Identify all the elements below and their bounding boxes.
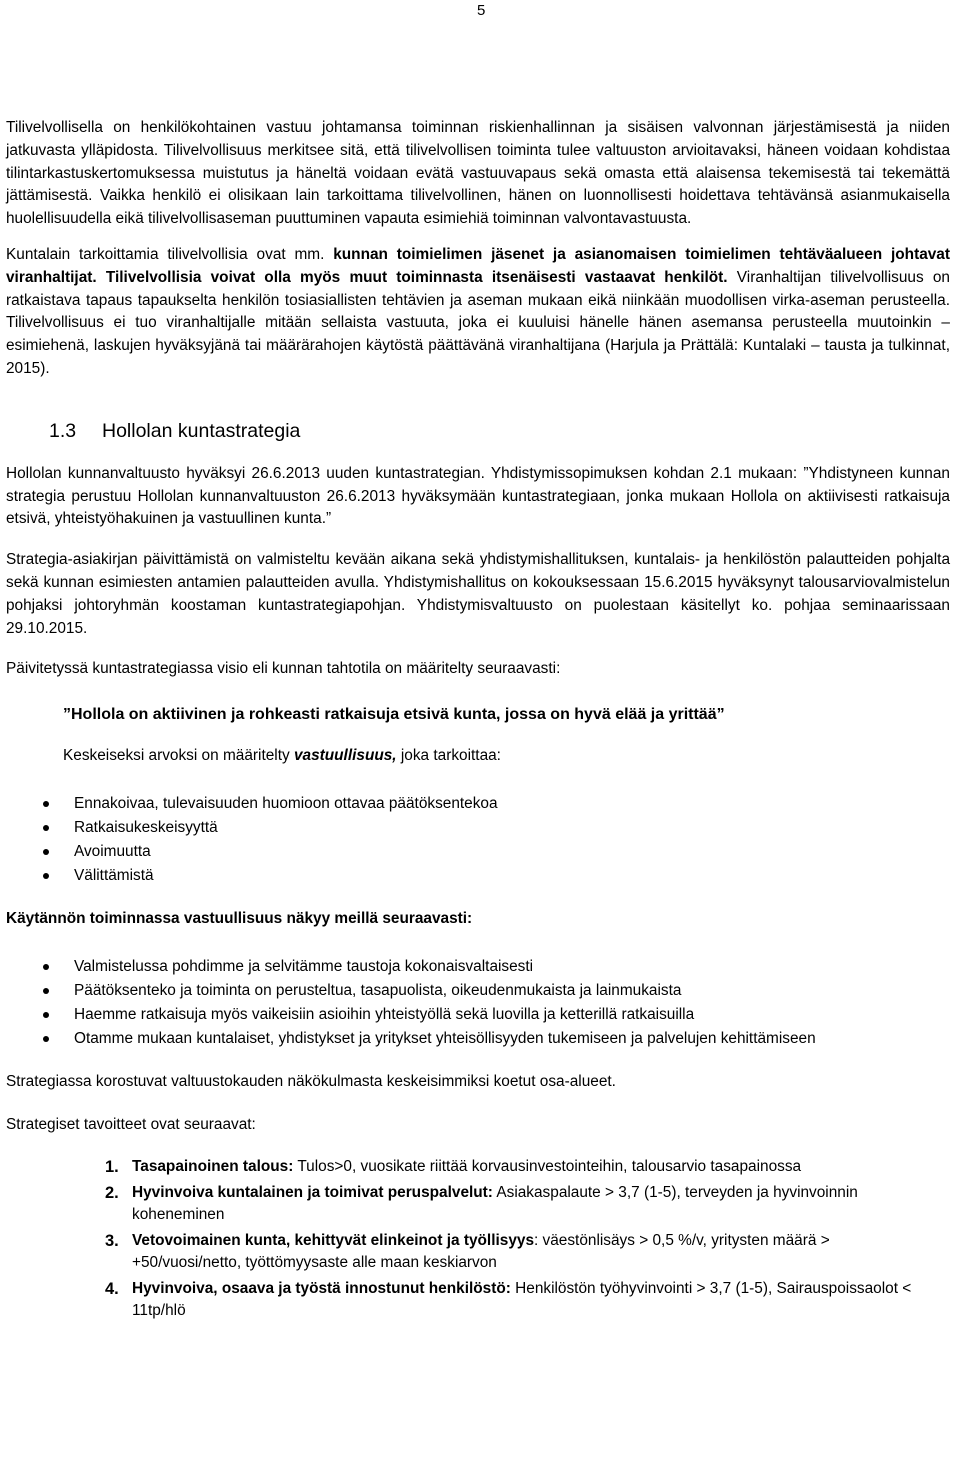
bullet-icon (43, 825, 49, 831)
section-heading (49, 417, 950, 445)
goal-title: Vetovoimainen kunta, kehittyvät elinkeinot ja työllisyys (132, 1232, 534, 1250)
section-number: 1.3 (49, 419, 77, 442)
list-item-text: Ennakoivaa, tulevaisuuden huomioon ottavaa päätöksentekoa (74, 794, 498, 812)
goal-text: Asiakaspalaute > 3,7 (1-5), terveyden ja hyvinvoinnin koheneminen (132, 1184, 858, 1224)
bullet-icon (43, 1012, 49, 1018)
bullet-icon (43, 964, 49, 970)
goal-item (6, 1182, 950, 1226)
list-item-text: Ratkaisukeskeisyyttä (74, 818, 218, 836)
practice-heading-text: Käytännön toiminnassa vastuullisuus näkyy meillä seuraavasti: (6, 909, 473, 927)
list-item (6, 1027, 950, 1051)
goal-number: 1. (105, 1158, 119, 1177)
goal-number: 4. (105, 1280, 119, 1299)
list-item (6, 816, 950, 840)
goal-item (6, 1230, 950, 1274)
list-item-text: Päätöksenteko ja toiminta on perusteltua, tasapuolista, oikeudenmukaista ja lainmukaista (74, 981, 682, 999)
strategy-paragraph-2: Strategia-asiakirjan päivittämistä on valmisteltu kevään aikana sekä yhdistymishallituksen, kuntalais- ja henkilöstön palautteiden pohjalta sekä kunnan esimiesten antamien palautteiden avulla. Yhdistymishallitus on kokouksessaan 15.6.2015 hyväksynyt talousarviovalmistelun pohjaksi johtoryhmän koostaman kuntastrategiapohjan. Yhdistymisvaltuusto on puolestaan käsitellyt ko. pohjaa seminaarissaan 29.10.2015. (6, 551, 950, 637)
goals-list (6, 1156, 950, 1322)
values-post: joka tarkoittaa: (396, 747, 501, 765)
list-item-text: Välittämistä (74, 866, 154, 884)
list-item (6, 979, 950, 1003)
kuntalain-paragraph (6, 244, 950, 381)
goal-item (6, 1156, 950, 1178)
practice-heading (6, 908, 950, 931)
bullet-icon (43, 988, 49, 994)
kuntalain-text-3: Viranhaltijan tilivelvollisuus on ratkaistava tapaus tapaukselta henkilön tosiasiallisten tehtävien ja aseman mukaan eikä niinkään muodollisen virka-aseman perusteella. Tilivelvollisuus ei tuo viranhaltijalle mitään sellaista vastuuta, joka ei kuuluisi hänelle hänen asemansa perusteella muutoinkin – esimiehenä, laskujen hyväksyjänä tai määrärahojen käytöstä päättävänä viranhaltijana (Harjula ja Prättälä: Kuntalaki – tausta ja tulkinnat, 2015). (6, 268, 950, 377)
practice-list (6, 955, 950, 1051)
document-body (6, 117, 950, 1326)
goal-title: Hyvinvoiva kuntalainen ja toimivat peruspalvelut: (132, 1184, 493, 1202)
goal-title: Hyvinvoiva, osaava ja työstä innostunut henkilöstö: (132, 1280, 511, 1298)
goal-number: 2. (105, 1184, 119, 1203)
core-value: vastuullisuus, (293, 747, 397, 765)
section-title: Hollolan kuntastrategia (102, 419, 301, 442)
bullet-icon (43, 873, 49, 879)
list-item (6, 792, 950, 816)
list-item (6, 864, 950, 888)
goal-title: Tasapainoinen talous: (132, 1158, 294, 1176)
goals-intro: Strategiset tavoitteet ovat seuraavat: (6, 1115, 256, 1133)
list-item (6, 1003, 950, 1027)
intro-paragraph: Tilivelvollisella on henkilökohtainen vastuu johtamansa toiminnan riskienhallinnan ja sisäisen valvonnan järjestämisestä ja niiden jatkuvasta ylläpidosta. Tilivelvollisuus merkitsee sitä, että tilivelvollisen toiminta tulee valtuuston arvioitavaksi, häneen voidaan kohdistaa tilintarkastuskertomuksessa muistutus ja häneltä voidaan evätä vastuuvapaus sekä omasta että alaisensa tekemisestä tai tekemättä jättämisestä. Vaikka henkilö ei olisikaan lain tarkoittama tilivelvollinen, hänen on luonnollisesti hoidettava tehtävänsä asianmukaisella huolellisuudella eikä tilivelvollisaseman puuttuminen vapauta esimiehiä toiminnan valvontavastuusta. (6, 119, 950, 228)
list-item-text: Otamme mukaan kuntalaiset, yhdistykset ja yritykset yhteisöllisyyden tukemiseen ja palvelujen kehittämiseen (74, 1029, 816, 1047)
value-list (6, 792, 950, 888)
goal-text: : väestönlisäys > 0,5 %/v, yritysten määrä > +50/vuosi/netto, työttömyysaste alle maan keskiarvon (132, 1232, 830, 1272)
strategy-paragraph-1: Hollolan kunnanvaltuusto hyväksyi 26.6.2013 uuden kuntastrategian. Yhdistymissopimuksen kohdan 2.1 mukaan: ”Yhdistyneen kunnan strategia perustuu Hollolan kunnanvaltuuston 26.6.2013 hyväksymään kuntastrategiaan, jonka mukaan Hollola on aktiivisesti ratkaisuja etsivä, yhteistyöhakuinen ja vastuullinen kunta.” (6, 464, 950, 528)
list-item (6, 840, 950, 864)
goal-item (6, 1278, 950, 1322)
values-pre: Keskeiseksi arvoksi on määritelty (63, 747, 294, 765)
list-item-text: Valmistelussa pohdimme ja selvitämme taustoja kokonaisvaltaisesti (74, 957, 534, 975)
focus-areas-paragraph: Strategiassa korostuvat valtuustokauden näkökulmasta keskeisimmiksi koetut osa-alueet. (6, 1072, 616, 1090)
bullet-icon (43, 849, 49, 855)
list-item (6, 955, 950, 979)
goal-text: Henkilöstön työhyvinvointi > 3,7 (1-5), Sairauspoissaolot < 11tp/hlö (132, 1280, 912, 1320)
list-item-text: Haemme ratkaisuja myös vaikeisiin asioihin yhteistyöllä sekä luovilla ja ketterillä ratkaisuilla (74, 1005, 695, 1023)
bullet-icon (43, 1036, 49, 1042)
bullet-icon (43, 801, 49, 807)
values-line (63, 745, 950, 768)
vision-intro: Päivitetyssä kuntastrategiassa visio eli kunnan tahtotila on määritelty seuraavasti: (6, 660, 561, 678)
kuntalain-bold-text: kunnan toimielimen jäsenet ja asianomaisen toimielimen tehtäväalueen johtavat viranhaltijat. Tilivelvollisia voivat olla myös muut toiminnasta itsenäisesti vastaavat henkilöt. (6, 245, 950, 286)
page-number: 5 (477, 2, 486, 19)
vision-statement: ”Hollola on aktiivinen ja rohkeasti ratkaisuja etsivä kunta, jossa on hyvä elää ja yrittää” (63, 706, 725, 724)
kuntalain-text-1: Kuntalain tarkoittamia tilivelvollisia ovat mm. (6, 245, 334, 263)
goal-number: 3. (105, 1232, 119, 1251)
list-item-text: Avoimuutta (74, 842, 151, 860)
goal-text: Tulos>0, vuosikate riittää korvausinvestointeihin, talousarvio tasapainossa (293, 1158, 802, 1176)
